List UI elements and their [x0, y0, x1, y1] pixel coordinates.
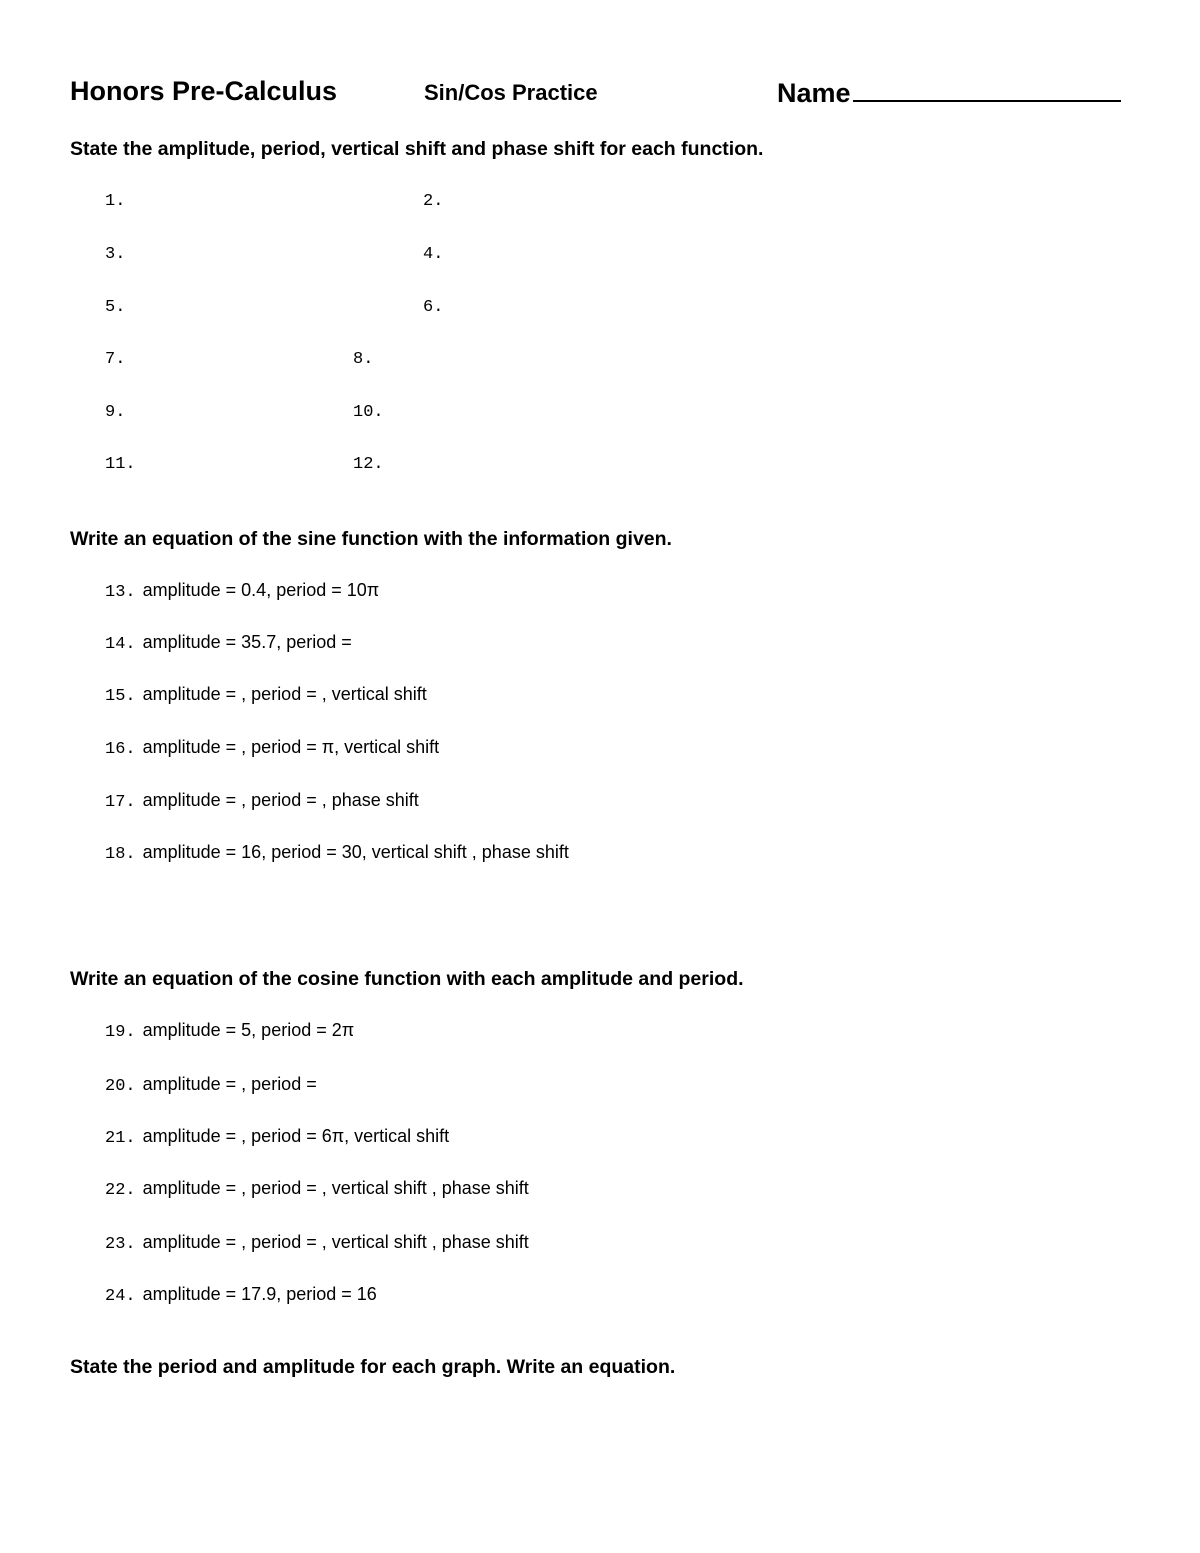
problem-text: amplitude = , period = , vertical shift: [142, 684, 427, 704]
problem-number: 2.: [423, 192, 444, 211]
problem-number: 5.: [105, 298, 126, 317]
problem-number: 6.: [423, 298, 444, 317]
cosine-problem: [105, 1284, 377, 1306]
cosine-problem: [105, 1232, 529, 1254]
section1-heading: State the amplitude, period, vertical shift and phase shift for each function.: [70, 138, 764, 160]
problem-number: 24.: [105, 1287, 136, 1306]
problem-number: 10.: [353, 403, 384, 422]
problem-number: 11.: [105, 455, 136, 474]
name-blank-line[interactable]: [853, 76, 1121, 102]
section2-heading: Write an equation of the sine function with the information given.: [70, 528, 672, 550]
problem-text: amplitude = 35.7, period =: [142, 632, 352, 652]
problem-text: amplitude = 16, period = 30, vertical shift , phase shift: [142, 842, 569, 862]
course-title: Honors Pre-Calculus: [70, 76, 338, 106]
problem-text: amplitude = , period =: [142, 1074, 317, 1094]
worksheet-topic: Sin/Cos Practice: [424, 80, 598, 105]
problem-text: amplitude = , period = 6π, vertical shift: [142, 1126, 450, 1146]
problem-number: 1.: [105, 192, 126, 211]
problem-text: amplitude = , period = , phase shift: [142, 790, 419, 810]
problem-text: amplitude = , period = , vertical shift , phase shift: [142, 1178, 529, 1198]
problem-number: 13.: [105, 583, 136, 602]
sine-problem: [105, 842, 569, 864]
cosine-problem: [105, 1074, 317, 1096]
sine-problem: [105, 790, 419, 812]
problem-number: 15.: [105, 687, 136, 706]
sine-problem: [105, 737, 439, 759]
problem-number: 12.: [353, 455, 384, 474]
problem-number: 3.: [105, 245, 126, 264]
problem-number: 21.: [105, 1129, 136, 1148]
problem-number: 9.: [105, 403, 126, 422]
problem-number: 4.: [423, 245, 444, 264]
problem-number: 16.: [105, 740, 136, 759]
section3-heading: Write an equation of the cosine function with each amplitude and period.: [70, 968, 744, 990]
cosine-problem: [105, 1178, 529, 1200]
problem-number: 18.: [105, 845, 136, 864]
problem-number: 7.: [105, 350, 126, 369]
problem-number: 8.: [353, 350, 374, 369]
sine-problem: [105, 684, 427, 706]
name-field[interactable]: [777, 76, 1121, 109]
name-label: Name: [777, 78, 851, 108]
problem-text: amplitude = 5, period = 2π: [142, 1020, 355, 1040]
problem-text: amplitude = , period = π, vertical shift: [142, 737, 440, 757]
problem-number: 22.: [105, 1181, 136, 1200]
problem-number: 23.: [105, 1235, 136, 1254]
cosine-problem: [105, 1020, 354, 1042]
problem-text: amplitude = 17.9, period = 16: [142, 1284, 377, 1304]
sine-problem: [105, 632, 352, 654]
problem-number: 17.: [105, 793, 136, 812]
section4-heading: State the period and amplitude for each graph. Write an equation.: [70, 1356, 676, 1378]
cosine-problem: [105, 1126, 449, 1148]
problem-number: 20.: [105, 1077, 136, 1096]
problem-text: amplitude = , period = , vertical shift , phase shift: [142, 1232, 529, 1252]
problem-number: 14.: [105, 635, 136, 654]
problem-text: amplitude = 0.4, period = 10π: [142, 580, 380, 600]
sine-problem: [105, 580, 379, 602]
problem-number: 19.: [105, 1023, 136, 1042]
